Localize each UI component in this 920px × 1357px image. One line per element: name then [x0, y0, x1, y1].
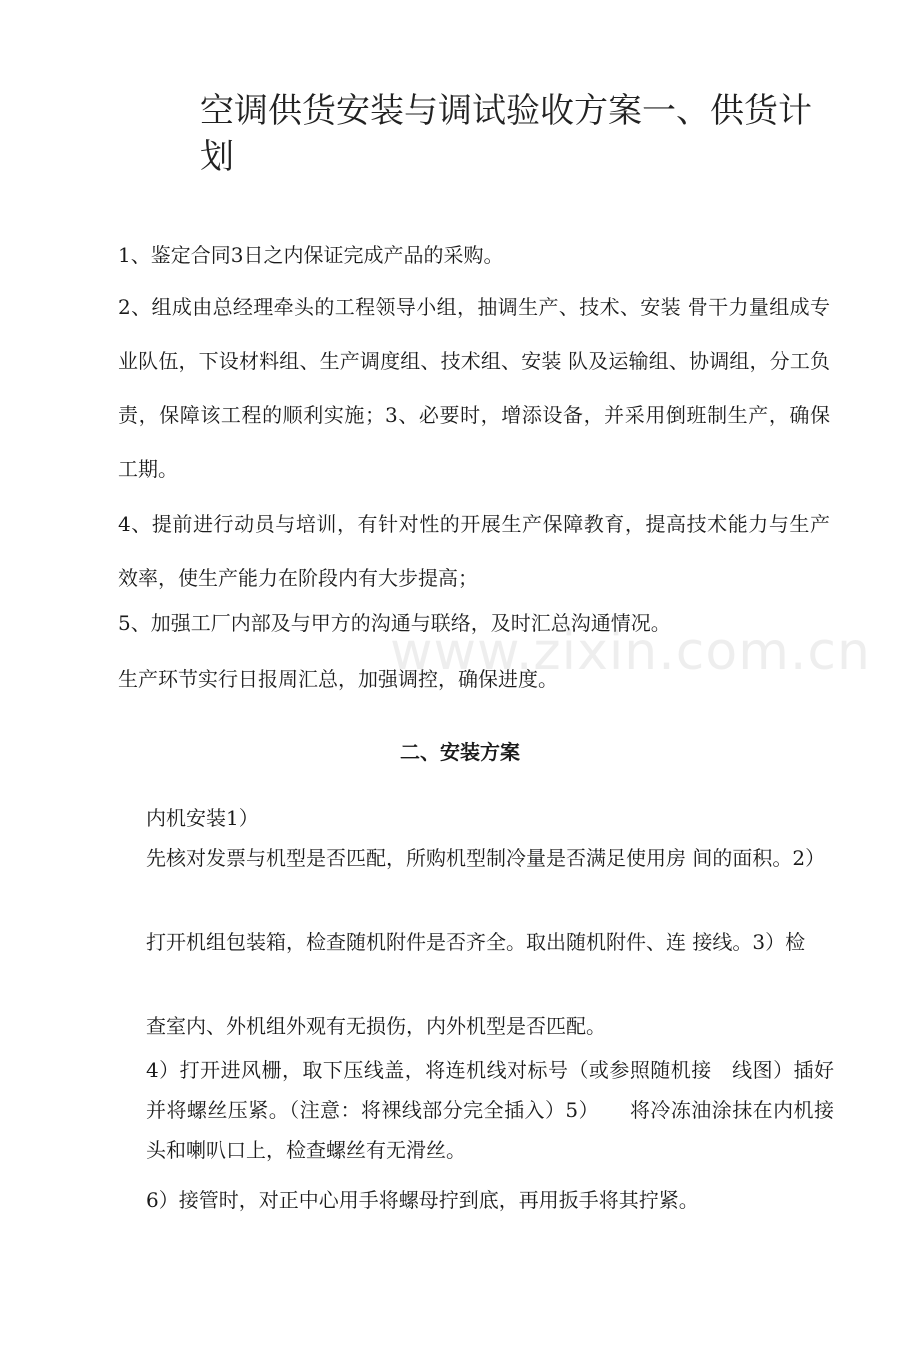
install-item-6: 6）接管时，对正中心用手将螺母拧到底，再用扳手将其拧紧。 — [146, 1188, 699, 1212]
paragraph-4: 4、提前进行动员与培训，有针对性的开展生产保障教育，提高技术能力与生产效率，使生产能力在阶段内有大步提高； — [118, 512, 830, 590]
paragraph-1: 1、鉴定合同3日之内保证完成产品的采购。 — [118, 243, 504, 267]
install-item-1: 内机安装1） — [146, 806, 259, 830]
paragraph-6: 生产环节实行日报周汇总，加强调控，确保进度。 — [118, 667, 558, 691]
paragraph-2: 2、组成由总经理牵头的工程领导小组，抽调生产、技术、安装 骨干力量组成专业队伍，下设材料组、生产调度组、技术组、安装 队及运输组、协调组，分工负责，保障该工程的顺利实施；3、必要时，增添设备，并采用倒班制生产，确保工期。 — [118, 295, 830, 481]
install-item-2: 先核对发票与机型是否匹配，所购机型制冷量是否满足使用房 间的面积。2） — [146, 846, 826, 870]
install-item-3: 打开机组包装箱，检查随机附件是否齐全。取出随机附件、连 接线。3）检 — [146, 930, 806, 954]
watermark: www.zixin.com.cn — [390, 622, 871, 682]
paragraph-5: 5、加强工厂内部及与甲方的沟通与联络，及时汇总沟通情况。 — [118, 611, 671, 635]
section-heading-install: 二、安装方案 — [400, 740, 520, 764]
install-item-4: 查室内、外机组外观有无损伤，内外机型是否匹配。 — [146, 1014, 606, 1038]
install-item-5: 4）打开进风栅，取下压线盖，将连机线对标号（或参照随机接 线图）插好并将螺丝压紧。（注意：将裸线部分完全插入）5） 将冷冻油涂抹在内机接头和喇叭口上，检查螺丝有无滑丝。 — [146, 1058, 834, 1162]
document-title: 空调供货安装与调试验收方案一、供货计划 — [200, 91, 812, 177]
